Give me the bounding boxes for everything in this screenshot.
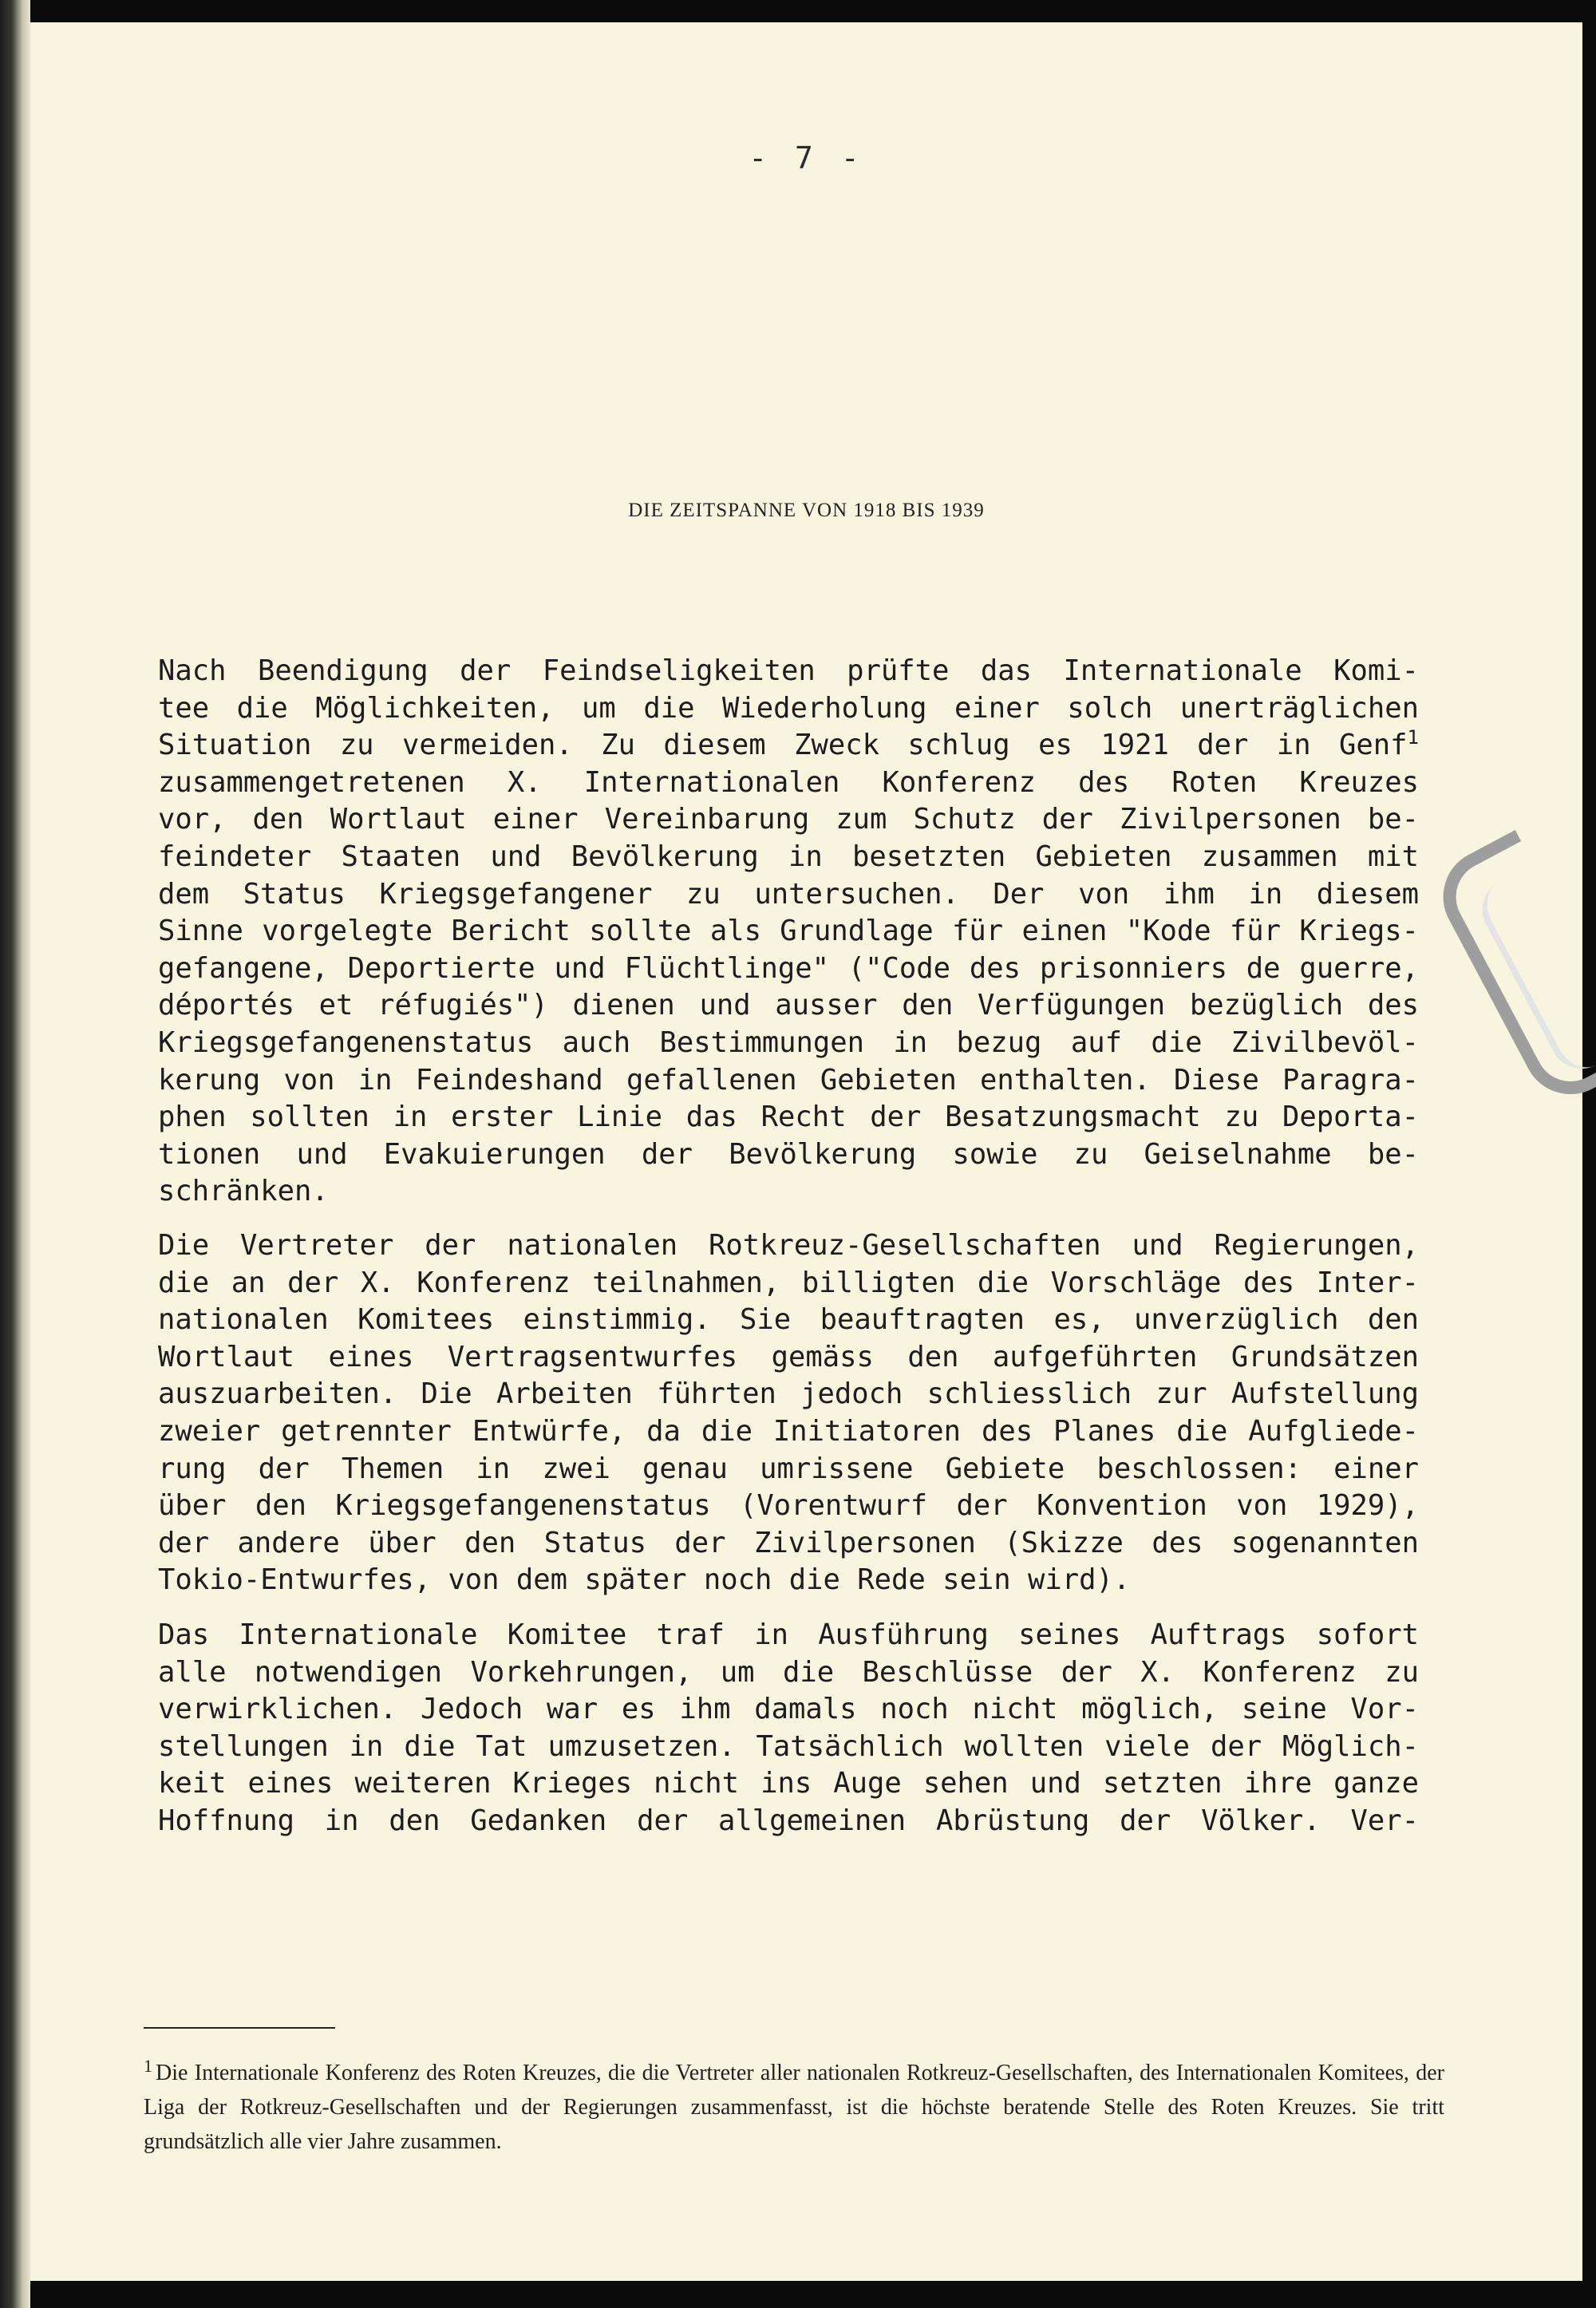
paragraph-3-line: stellungen in die Tat umzusetzen. Tatsächlich wollten viele der Möglich- — [158, 1729, 1419, 1763]
paragraph-2-line: die an der X. Konferenz teilnahmen, billigten die Vorschläge des Inter- — [158, 1266, 1419, 1299]
footnote-reference: 1 — [1407, 726, 1419, 749]
paragraph-3-line: keit eines weiteren Krieges nicht ins Auge sehen und setzten ihre ganze — [158, 1767, 1419, 1800]
paragraph-2-line: Tokio-Entwurfes, von dem später noch die Rede sein wird). — [158, 1563, 1131, 1597]
paragraph-1-line: vor, den Wortlaut einer Vereinbarung zum Schutz der Zivilpersonen be- — [158, 803, 1419, 836]
chapter-title: DIE ZEITSPANNE VON 1918 BIS 1939 — [628, 500, 985, 521]
paragraph-1-line: Sinne vorgelegte Bericht sollte als Grundlage für einen "Kode für Kriegs- — [158, 915, 1419, 948]
paragraph-3-line: alle notwendigen Vorkehrungen, um die Beschlüsse der X. Konferenz zu — [158, 1655, 1419, 1689]
paragraph-2 — [158, 1227, 1419, 1599]
binding-edge — [0, 0, 30, 2308]
paragraph-2-line: rung der Themen in zwei genau umrissene Gebiete beschlossen: einer — [158, 1452, 1419, 1485]
paragraph-1-line: déportés et réfugiés") dienen und ausser den Verfügungen bezüglich des — [158, 989, 1419, 1022]
paragraph-2-line: zweier getrennter Entwürfe, da die Initiatoren des Planes die Aufgliede- — [158, 1414, 1419, 1448]
paragraph-2-line: der andere über den Status der Zivilpersonen (Skizze des sogenannten — [158, 1526, 1419, 1559]
paragraph-1-line — [158, 727, 1419, 765]
paragraph-3 — [158, 1617, 1419, 1840]
paragraph-1-line: dem Status Kriegsgefangener zu untersuchen. Der von ihm in diesem — [158, 877, 1419, 911]
footnote-text: Die Internationale Konferenz des Roten Kreuzes, die die Vertreter aller nationalen Rotkreuz-Gesellschaften, des Internationalen Komitees, der Liga der Rotkreuz-Gesellschaften und der Regierungen zusammenfasst, ist die höchste beratende Stelle des Roten Kreuzes. Sie tritt grundsätzlich alle vier Jahre zusammen. — [144, 2061, 1444, 2154]
page-number: - 7 - — [749, 140, 864, 176]
footnote-divider — [144, 2027, 335, 2029]
paragraph-1-line: gefangene, Deportierte und Flüchtlinge" ("Code des prisonniers de guerre, — [158, 951, 1419, 985]
paragraph-2-line: Die Vertreter der nationalen Rotkreuz-Gesellschaften und Regierungen, — [158, 1229, 1419, 1262]
paragraph-2-line: Wortlaut eines Vertragsentwurfes gemäss den aufgeführten Grundsätzen — [158, 1340, 1419, 1373]
paragraph-1 — [158, 653, 1419, 1211]
paragraph-1-line: schränken. — [158, 1175, 329, 1208]
footnote — [144, 2056, 1444, 2159]
paragraph-1-line: Nach Beendigung der Feindseligkeiten prüfte das Internationale Komi- — [158, 654, 1419, 687]
paragraph-1-line: tee die Möglichkeiten, um die Wiederholung einer solch unerträglichen — [158, 691, 1419, 725]
paragraph-2-line: über den Kriegsgefangenenstatus (Vorentwurf der Konvention von 1929), — [158, 1489, 1419, 1523]
paragraph-3-line: verwirklichen. Jedoch war es ihm damals noch nicht möglich, seine Vor- — [158, 1693, 1419, 1726]
paragraph-1-line: phen sollten in erster Linie das Recht der Besatzungsmacht zu Deporta- — [158, 1101, 1419, 1134]
paragraph-1-line: zusammengetretenen X. Internationalen Konferenz des Roten Kreuzes — [158, 765, 1419, 799]
paragraph-3-line: Das Internationale Komitee traf in Ausführung seines Auftrags sofort — [158, 1618, 1419, 1651]
document-page — [30, 22, 1582, 2281]
paragraph-1-line: Kriegsgefangenenstatus auch Bestimmungen in bezug auf die Zivilbevöl- — [158, 1026, 1419, 1059]
paragraph-1-line: feindeter Staaten und Bevölkerung in besetzten Gebieten zusammen mit — [158, 840, 1419, 873]
paragraph-2-line: auszuarbeiten. Die Arbeiten führten jedoch schliesslich zur Aufstellung — [158, 1377, 1419, 1411]
footnote-mark: 1 — [144, 2055, 152, 2076]
paragraph-3-line: Hoffnung in den Gedanken der allgemeinen Abrüstung der Völker. Ver- — [158, 1804, 1419, 1837]
paragraph-1-line-text: Situation zu vermeiden. Zu diesem Zweck schlug es 1921 der in Genf — [158, 729, 1408, 762]
paragraph-1-line: tionen und Evakuierungen der Bevölkerung sowie zu Geiselnahme be- — [158, 1137, 1419, 1171]
paragraph-1-line: kerung von in Feindeshand gefallenen Gebieten enthalten. Diese Paragra- — [158, 1063, 1419, 1097]
paragraph-2-line: nationalen Komitees einstimmig. Sie beauftragten es, unverzüglich den — [158, 1303, 1419, 1337]
